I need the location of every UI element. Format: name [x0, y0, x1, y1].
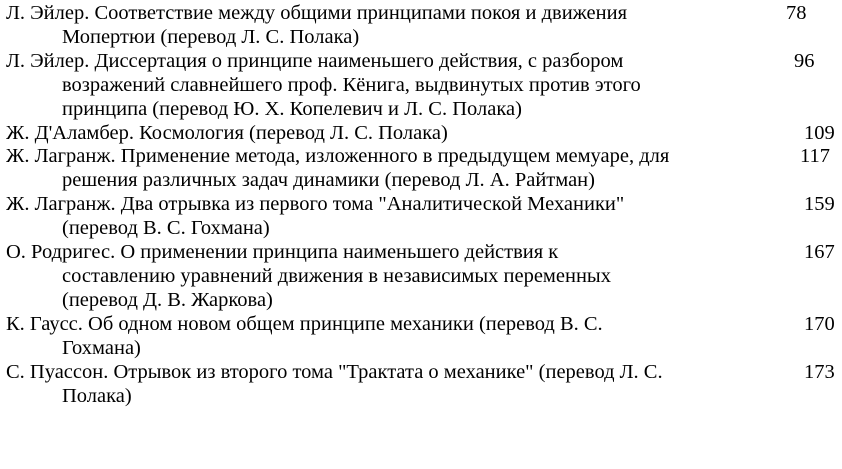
toc-entry[interactable] — [0, 145, 842, 193]
toc-entry[interactable] — [0, 50, 842, 122]
toc-entry-line: (перевод Д. В. Жаркова) — [62, 288, 273, 311]
toc-page-number: 170 — [804, 312, 835, 335]
toc-entry-title — [6, 241, 766, 313]
toc-entry-title — [6, 2, 766, 50]
toc-entry-title — [6, 361, 766, 409]
toc-entry-line: (перевод В. С. Гохмана) — [62, 217, 270, 240]
toc-entry[interactable] — [0, 2, 842, 50]
toc-page-number: 109 — [804, 121, 835, 144]
toc-entry-line: Гохмана) — [62, 336, 141, 359]
toc-entry[interactable] — [0, 241, 842, 313]
toc-entry-line: Ж. Лагранж. Два отрывка из первого тома "Аналитической Механики" — [6, 193, 625, 216]
toc-entry-line: К. Гаусс. Об одном новом общем принципе механики (перевод В. С. — [6, 312, 603, 335]
toc-page-number: 159 — [804, 193, 835, 216]
toc-page-number: 117 — [800, 145, 830, 168]
toc-entry-title — [6, 50, 766, 122]
toc-entry-line: Ж. Лагранж. Применение метода, изложенного в предыдущем мемуаре, для — [6, 145, 670, 168]
toc-entry-title — [6, 193, 766, 241]
toc-entry-line: возражений славнейшего проф. Кёнига, выдвинутых против этого — [62, 73, 641, 96]
table-of-contents — [0, 2, 842, 408]
toc-page-number: 78 — [786, 2, 807, 24]
toc-entry-line: О. Родригес. О применении принципа наименьшего действия к — [6, 241, 559, 264]
toc-entry-line: Л. Эйлер. Диссертация о принципе наименьшего действия, с разбором — [6, 49, 624, 72]
toc-page-number: 167 — [804, 241, 835, 264]
toc-page-number: 173 — [804, 360, 835, 383]
toc-entry-line: Л. Эйлер. Соответствие между общими принципами покоя и движения — [6, 2, 628, 24]
toc-entry[interactable] — [0, 193, 842, 241]
toc-entry-title — [6, 122, 766, 146]
toc-entry-line: Полака) — [62, 384, 132, 407]
toc-entry-line: решения различных задач динамики (перевод Л. А. Райтман) — [62, 169, 595, 192]
toc-entry-title — [6, 145, 766, 193]
toc-entry-line: Ж. Д'Аламбер. Космология (перевод Л. С. Полака) — [6, 121, 448, 144]
toc-entry-line: Мопертюи (перевод Л. С. Полака) — [62, 25, 360, 48]
toc-page-number: 96 — [794, 49, 815, 72]
toc-entry-line: С. Пуассон. Отрывок из второго тома "Трактата о механике" (перевод Л. С. — [6, 360, 663, 383]
toc-entry[interactable] — [0, 361, 842, 409]
toc-entry[interactable] — [0, 122, 842, 146]
toc-entry-line: составлению уравнений движения в независимых переменных — [62, 264, 611, 287]
toc-entry[interactable] — [0, 313, 842, 361]
toc-entry-title — [6, 313, 766, 361]
toc-entry-line: принципа (перевод Ю. Х. Копелевич и Л. С. Полака) — [62, 97, 522, 120]
